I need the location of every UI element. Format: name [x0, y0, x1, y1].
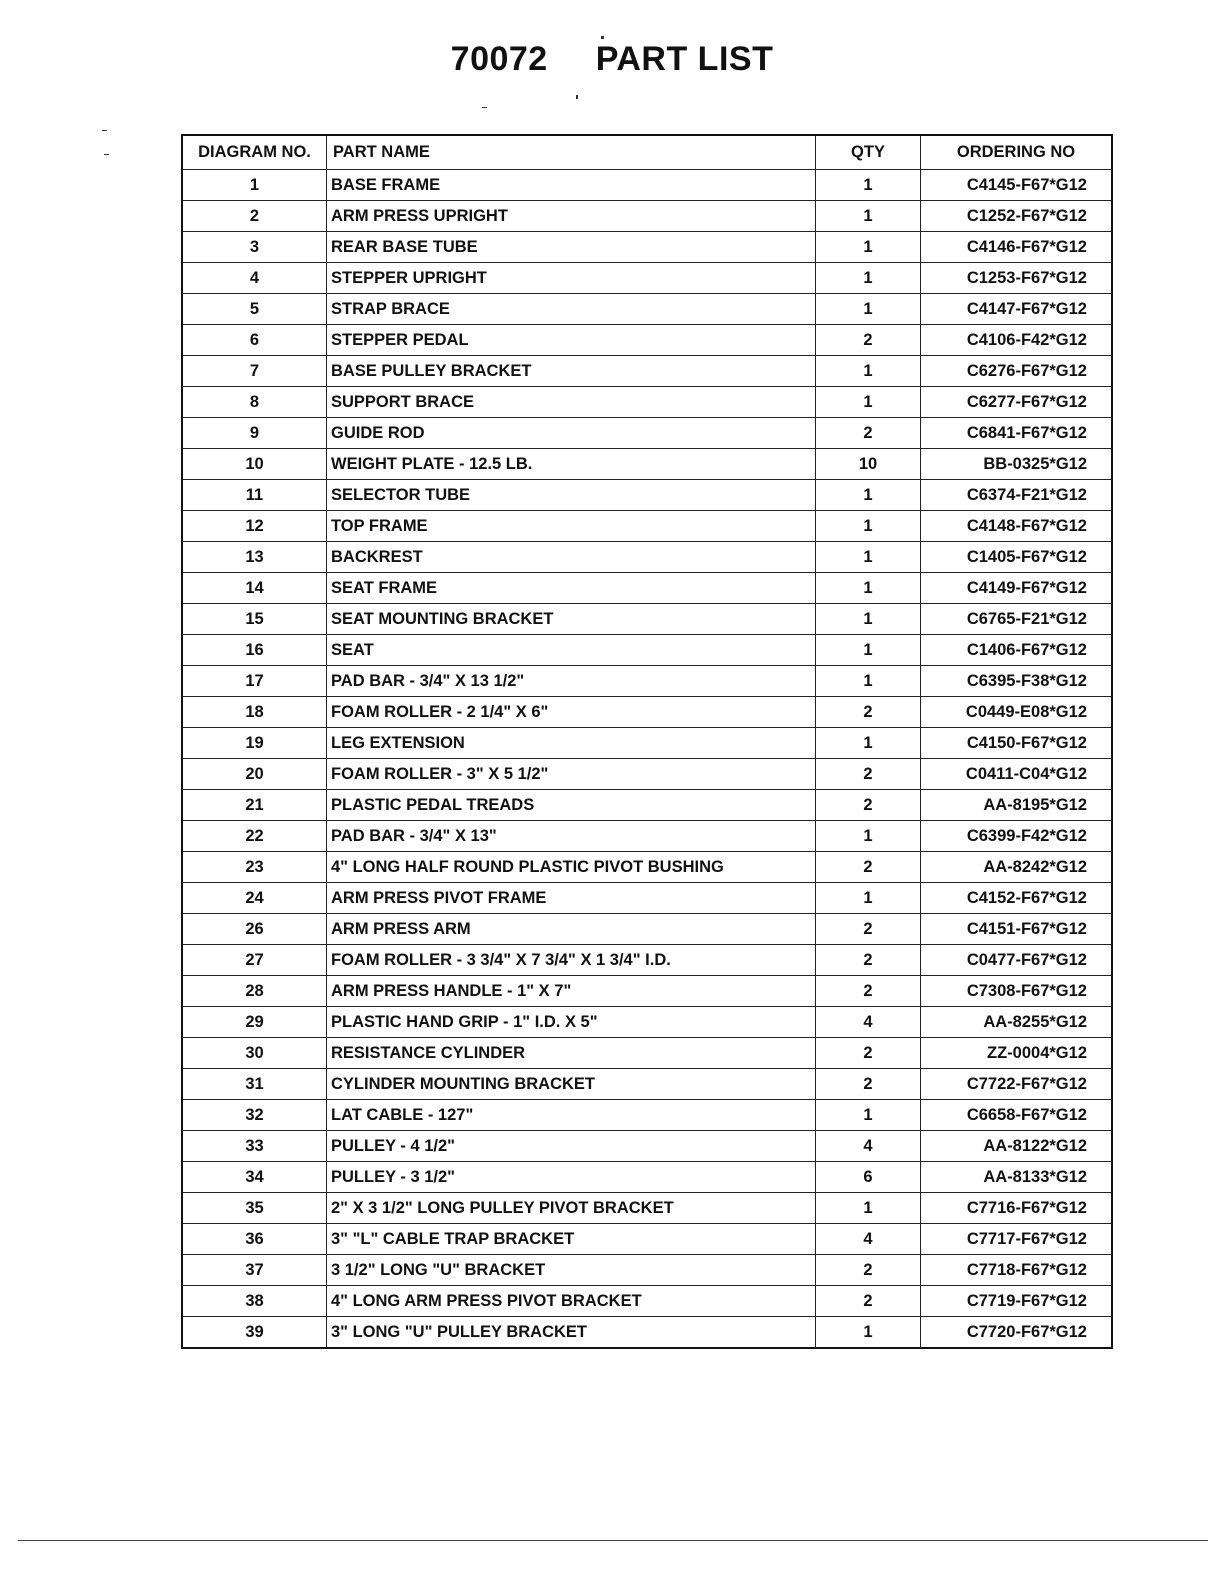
cell-qty: 1 [816, 356, 921, 387]
cell-qty: 1 [816, 604, 921, 635]
cell-ordering-no: C7716-F67*G12 [921, 1193, 1113, 1224]
scan-speck [102, 130, 107, 131]
cell-qty: 1 [816, 232, 921, 263]
cell-part-name: PLASTIC PEDAL TREADS [327, 790, 816, 821]
cell-diagram-no: 31 [182, 1069, 327, 1100]
table-row [182, 418, 1112, 449]
cell-part-name: PLASTIC HAND GRIP - 1" I.D. X 5" [327, 1007, 816, 1038]
table-row [182, 604, 1112, 635]
cell-diagram-no: 9 [182, 418, 327, 449]
cell-qty: 6 [816, 1162, 921, 1193]
table-row [182, 449, 1112, 480]
cell-ordering-no: C1405-F67*G12 [921, 542, 1113, 573]
cell-diagram-no: 18 [182, 697, 327, 728]
cell-part-name: ARM PRESS HANDLE - 1" X 7" [327, 976, 816, 1007]
cell-ordering-no: C4146-F67*G12 [921, 232, 1113, 263]
cell-qty: 2 [816, 697, 921, 728]
cell-ordering-no: C6658-F67*G12 [921, 1100, 1113, 1131]
cell-qty: 1 [816, 201, 921, 232]
cell-qty: 4 [816, 1007, 921, 1038]
cell-part-name: PAD BAR - 3/4" X 13 1/2" [327, 666, 816, 697]
table-row [182, 790, 1112, 821]
cell-ordering-no: C6765-F21*G12 [921, 604, 1113, 635]
cell-part-name: STEPPER UPRIGHT [327, 263, 816, 294]
cell-qty: 1 [816, 883, 921, 914]
cell-part-name: 2" X 3 1/2" LONG PULLEY PIVOT BRACKET [327, 1193, 816, 1224]
cell-ordering-no: AA-8122*G12 [921, 1131, 1113, 1162]
footer-rule [18, 1540, 1208, 1541]
cell-part-name: CYLINDER MOUNTING BRACKET [327, 1069, 816, 1100]
cell-diagram-no: 19 [182, 728, 327, 759]
cell-part-name: PULLEY - 4 1/2" [327, 1131, 816, 1162]
page-heading: PART LIST [595, 40, 774, 78]
cell-part-name: GUIDE ROD [327, 418, 816, 449]
cell-diagram-no: 39 [182, 1317, 327, 1349]
cell-diagram-no: 24 [182, 883, 327, 914]
table-row [182, 480, 1112, 511]
cell-part-name: 4" LONG HALF ROUND PLASTIC PIVOT BUSHING [327, 852, 816, 883]
scan-speck [576, 95, 578, 99]
table-row [182, 1131, 1112, 1162]
cell-diagram-no: 7 [182, 356, 327, 387]
cell-part-name: STEPPER PEDAL [327, 325, 816, 356]
cell-diagram-no: 23 [182, 852, 327, 883]
scan-speck [482, 107, 487, 108]
table-row [182, 232, 1112, 263]
table-row [182, 1193, 1112, 1224]
cell-qty: 2 [816, 418, 921, 449]
cell-part-name: 3" "L" CABLE TRAP BRACKET [327, 1224, 816, 1255]
cell-diagram-no: 1 [182, 170, 327, 201]
cell-qty: 2 [816, 945, 921, 976]
cell-diagram-no: 37 [182, 1255, 327, 1286]
table-row [182, 511, 1112, 542]
cell-qty: 1 [816, 511, 921, 542]
cell-qty: 1 [816, 728, 921, 759]
cell-ordering-no: C4149-F67*G12 [921, 573, 1113, 604]
cell-part-name: SEAT [327, 635, 816, 666]
cell-diagram-no: 27 [182, 945, 327, 976]
page-title [0, 40, 1224, 79]
cell-ordering-no: C1253-F67*G12 [921, 263, 1113, 294]
table-row [182, 542, 1112, 573]
table-row [182, 635, 1112, 666]
header-ordering-no: ORDERING NO [921, 135, 1113, 170]
table-row [182, 201, 1112, 232]
cell-ordering-no: AA-8255*G12 [921, 1007, 1113, 1038]
cell-qty: 2 [816, 976, 921, 1007]
cell-diagram-no: 13 [182, 542, 327, 573]
cell-part-name: STRAP BRACE [327, 294, 816, 325]
cell-diagram-no: 2 [182, 201, 327, 232]
cell-part-name: SELECTOR TUBE [327, 480, 816, 511]
table-row [182, 883, 1112, 914]
cell-ordering-no: C7720-F67*G12 [921, 1317, 1113, 1349]
table-row [182, 170, 1112, 201]
cell-diagram-no: 3 [182, 232, 327, 263]
table-row [182, 1286, 1112, 1317]
cell-qty: 1 [816, 294, 921, 325]
cell-qty: 2 [816, 325, 921, 356]
cell-part-name: PAD BAR - 3/4" X 13" [327, 821, 816, 852]
cell-ordering-no: AA-8242*G12 [921, 852, 1113, 883]
cell-qty: 2 [816, 1069, 921, 1100]
cell-part-name: REAR BASE TUBE [327, 232, 816, 263]
cell-ordering-no: C1406-F67*G12 [921, 635, 1113, 666]
cell-diagram-no: 6 [182, 325, 327, 356]
header-part-name: PART NAME [327, 135, 816, 170]
parts-table [181, 134, 1113, 1349]
cell-qty: 2 [816, 914, 921, 945]
cell-part-name: SEAT MOUNTING BRACKET [327, 604, 816, 635]
scan-speck [601, 36, 604, 39]
cell-diagram-no: 14 [182, 573, 327, 604]
cell-qty: 4 [816, 1131, 921, 1162]
cell-diagram-no: 33 [182, 1131, 327, 1162]
cell-qty: 1 [816, 387, 921, 418]
cell-ordering-no: AA-8195*G12 [921, 790, 1113, 821]
cell-qty: 1 [816, 573, 921, 604]
cell-ordering-no: AA-8133*G12 [921, 1162, 1113, 1193]
table-row [182, 821, 1112, 852]
cell-diagram-no: 21 [182, 790, 327, 821]
table-row [182, 356, 1112, 387]
cell-ordering-no: C7308-F67*G12 [921, 976, 1113, 1007]
table-row [182, 1255, 1112, 1286]
parts-table-body [182, 170, 1112, 1349]
cell-part-name: BASE PULLEY BRACKET [327, 356, 816, 387]
cell-qty: 2 [816, 1038, 921, 1069]
table-row [182, 666, 1112, 697]
cell-ordering-no: C7718-F67*G12 [921, 1255, 1113, 1286]
cell-qty: 1 [816, 666, 921, 697]
cell-ordering-no: C6399-F42*G12 [921, 821, 1113, 852]
table-row [182, 945, 1112, 976]
cell-diagram-no: 36 [182, 1224, 327, 1255]
cell-ordering-no: C0449-E08*G12 [921, 697, 1113, 728]
cell-ordering-no: C4152-F67*G12 [921, 883, 1113, 914]
cell-diagram-no: 5 [182, 294, 327, 325]
cell-part-name: LEG EXTENSION [327, 728, 816, 759]
cell-part-name: SUPPORT BRACE [327, 387, 816, 418]
cell-part-name: FOAM ROLLER - 2 1/4" X 6" [327, 697, 816, 728]
table-row [182, 573, 1112, 604]
table-row [182, 1007, 1112, 1038]
cell-ordering-no: C7722-F67*G12 [921, 1069, 1113, 1100]
cell-ordering-no: C4106-F42*G12 [921, 325, 1113, 356]
table-header-row [182, 135, 1112, 170]
cell-ordering-no: C4150-F67*G12 [921, 728, 1113, 759]
cell-part-name: PULLEY - 3 1/2" [327, 1162, 816, 1193]
cell-diagram-no: 26 [182, 914, 327, 945]
cell-ordering-no: BB-0325*G12 [921, 449, 1113, 480]
cell-qty: 1 [816, 170, 921, 201]
cell-part-name: FOAM ROLLER - 3 3/4" X 7 3/4" X 1 3/4" I.D. [327, 945, 816, 976]
cell-ordering-no: C1252-F67*G12 [921, 201, 1113, 232]
cell-qty: 10 [816, 449, 921, 480]
cell-ordering-no: C6374-F21*G12 [921, 480, 1113, 511]
table-row [182, 1069, 1112, 1100]
cell-diagram-no: 34 [182, 1162, 327, 1193]
cell-diagram-no: 30 [182, 1038, 327, 1069]
table-row [182, 1162, 1112, 1193]
cell-part-name: WEIGHT PLATE - 12.5 LB. [327, 449, 816, 480]
table-row [182, 976, 1112, 1007]
table-row [182, 852, 1112, 883]
cell-ordering-no: C6277-F67*G12 [921, 387, 1113, 418]
table-row [182, 1317, 1112, 1349]
cell-qty: 2 [816, 1286, 921, 1317]
table-row [182, 914, 1112, 945]
cell-part-name: 4" LONG ARM PRESS PIVOT BRACKET [327, 1286, 816, 1317]
cell-ordering-no: C6276-F67*G12 [921, 356, 1113, 387]
cell-ordering-no: C0477-F67*G12 [921, 945, 1113, 976]
cell-qty: 2 [816, 759, 921, 790]
table-row [182, 728, 1112, 759]
cell-part-name: SEAT FRAME [327, 573, 816, 604]
cell-diagram-no: 35 [182, 1193, 327, 1224]
cell-qty: 1 [816, 1317, 921, 1349]
cell-diagram-no: 22 [182, 821, 327, 852]
table-row [182, 1100, 1112, 1131]
table-row [182, 1224, 1112, 1255]
cell-diagram-no: 32 [182, 1100, 327, 1131]
table-row [182, 325, 1112, 356]
table-row [182, 263, 1112, 294]
cell-diagram-no: 4 [182, 263, 327, 294]
cell-diagram-no: 10 [182, 449, 327, 480]
cell-diagram-no: 38 [182, 1286, 327, 1317]
table-row [182, 1038, 1112, 1069]
table-row [182, 387, 1112, 418]
cell-qty: 4 [816, 1224, 921, 1255]
cell-ordering-no: C0411-C04*G12 [921, 759, 1113, 790]
cell-qty: 1 [816, 480, 921, 511]
cell-diagram-no: 29 [182, 1007, 327, 1038]
cell-ordering-no: C4151-F67*G12 [921, 914, 1113, 945]
cell-qty: 1 [816, 635, 921, 666]
cell-part-name: ARM PRESS ARM [327, 914, 816, 945]
cell-qty: 1 [816, 263, 921, 294]
cell-ordering-no: C6841-F67*G12 [921, 418, 1113, 449]
cell-qty: 1 [816, 542, 921, 573]
cell-ordering-no: C4148-F67*G12 [921, 511, 1113, 542]
cell-part-name: LAT CABLE - 127" [327, 1100, 816, 1131]
header-qty: QTY [816, 135, 921, 170]
cell-diagram-no: 15 [182, 604, 327, 635]
cell-ordering-no: C7717-F67*G12 [921, 1224, 1113, 1255]
table-row [182, 697, 1112, 728]
cell-part-name: BASE FRAME [327, 170, 816, 201]
cell-qty: 2 [816, 790, 921, 821]
scan-speck [104, 154, 109, 155]
cell-diagram-no: 28 [182, 976, 327, 1007]
header-diagram-no: DIAGRAM NO. [182, 135, 327, 170]
cell-qty: 1 [816, 1193, 921, 1224]
cell-ordering-no: C4145-F67*G12 [921, 170, 1113, 201]
cell-qty: 2 [816, 1255, 921, 1286]
cell-part-name: TOP FRAME [327, 511, 816, 542]
cell-diagram-no: 20 [182, 759, 327, 790]
cell-ordering-no: ZZ-0004*G12 [921, 1038, 1113, 1069]
cell-diagram-no: 12 [182, 511, 327, 542]
cell-part-name: RESISTANCE CYLINDER [327, 1038, 816, 1069]
cell-ordering-no: C7719-F67*G12 [921, 1286, 1113, 1317]
cell-part-name: BACKREST [327, 542, 816, 573]
cell-diagram-no: 11 [182, 480, 327, 511]
cell-diagram-no: 16 [182, 635, 327, 666]
cell-ordering-no: C4147-F67*G12 [921, 294, 1113, 325]
table-row [182, 759, 1112, 790]
cell-diagram-no: 17 [182, 666, 327, 697]
cell-part-name: ARM PRESS PIVOT FRAME [327, 883, 816, 914]
cell-part-name: FOAM ROLLER - 3" X 5 1/2" [327, 759, 816, 790]
cell-ordering-no: C6395-F38*G12 [921, 666, 1113, 697]
cell-qty: 1 [816, 1100, 921, 1131]
cell-part-name: 3 1/2" LONG "U" BRACKET [327, 1255, 816, 1286]
table-row [182, 294, 1112, 325]
cell-qty: 1 [816, 821, 921, 852]
cell-part-name: ARM PRESS UPRIGHT [327, 201, 816, 232]
cell-qty: 2 [816, 852, 921, 883]
model-number: 70072 [450, 40, 548, 78]
cell-diagram-no: 8 [182, 387, 327, 418]
cell-part-name: 3" LONG "U" PULLEY BRACKET [327, 1317, 816, 1349]
